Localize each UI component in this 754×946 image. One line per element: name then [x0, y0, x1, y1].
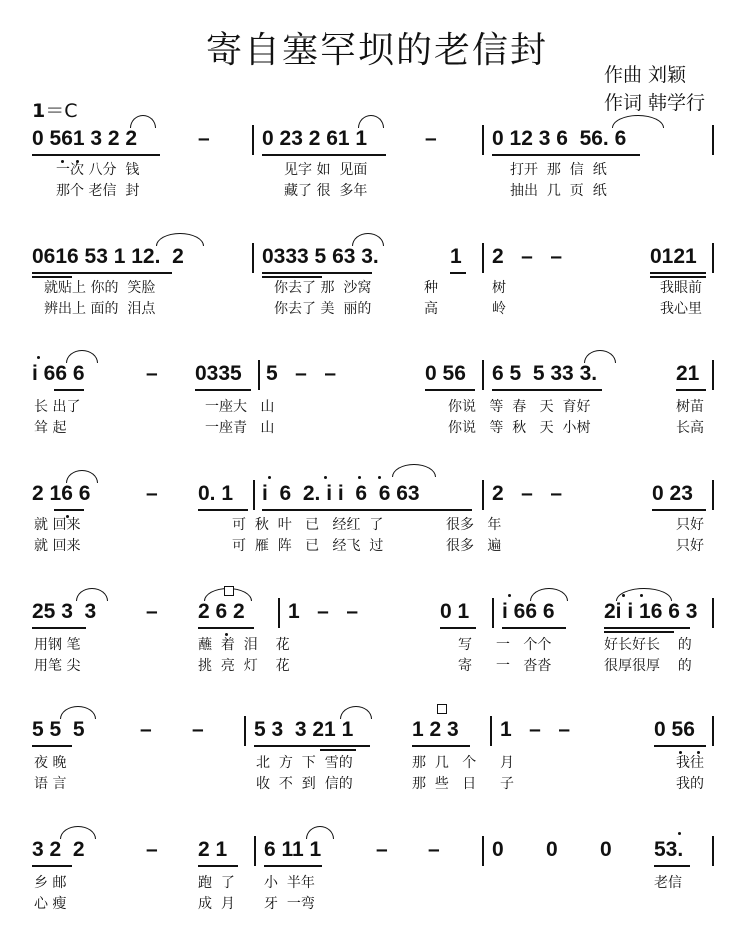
- lyric: 那个 老信 封: [56, 183, 140, 199]
- beam: [254, 745, 370, 747]
- beam: [262, 272, 372, 274]
- lyric: 树苗: [676, 399, 704, 415]
- note-group: i 66 6: [32, 362, 85, 385]
- lyric: 我往: [676, 755, 704, 771]
- tie: [66, 470, 98, 483]
- notation-line: [0, 480, 754, 514]
- beam: [450, 272, 466, 274]
- barline: [253, 480, 255, 510]
- lyrics-verse-2: [0, 774, 754, 794]
- note-group: 2 6 2: [198, 600, 245, 623]
- dash: –: [146, 362, 158, 385]
- lyric: 收 不 到 信的: [256, 776, 353, 792]
- beam: [198, 627, 254, 629]
- lyrics-verse-1: [0, 515, 754, 535]
- dash: –: [198, 127, 210, 150]
- dash: –: [146, 838, 158, 861]
- lyric: 你说 等 春 天 育好: [448, 399, 591, 415]
- lyrics-verse-2: [0, 656, 754, 676]
- lyrics-verse-1: [0, 753, 754, 773]
- lyric: 可 秋 叶 已 经红 了: [232, 517, 384, 533]
- note-group: 0 56: [425, 362, 466, 385]
- beam: [650, 272, 706, 274]
- barline: [712, 836, 714, 866]
- lyric: 跑 了: [198, 875, 235, 891]
- lyric: 心 瘦: [34, 896, 67, 912]
- note-group: 0 56: [654, 718, 695, 741]
- note-group: 1 – –: [500, 718, 571, 741]
- lyric: 种: [424, 280, 438, 296]
- score-system-1: [0, 125, 754, 235]
- lyric: 岭: [492, 301, 506, 317]
- lyric: 那 几 个: [412, 755, 477, 771]
- note-group: 0121: [650, 245, 697, 268]
- lyric: 北 方 下 雪的: [256, 755, 353, 771]
- barline: [482, 243, 484, 273]
- rest: 0: [600, 838, 612, 861]
- lyric: 打开 那 信 纸: [510, 162, 607, 178]
- beam: [54, 509, 84, 511]
- beam: [502, 627, 566, 629]
- lyric: 成 月: [198, 896, 235, 912]
- barline: [482, 125, 484, 155]
- score-system-4: [0, 480, 754, 590]
- score-system-6: [0, 716, 754, 826]
- beam: [492, 154, 640, 156]
- tie: [306, 826, 334, 839]
- lyric: 长 出了: [34, 399, 81, 415]
- lyricist-credit: 作词 韩学行: [604, 92, 706, 114]
- lyric: 见字 如 见面: [284, 162, 368, 178]
- rest: 0: [546, 838, 558, 861]
- dash: –: [376, 838, 388, 861]
- beam: [320, 749, 356, 751]
- lyric: 高: [424, 301, 438, 317]
- lyric: 乡 邮: [34, 875, 67, 891]
- note-group: 0 1: [440, 600, 470, 623]
- note-group: 1 2 3: [412, 718, 459, 741]
- lyric: 语 言: [34, 776, 67, 792]
- lyric: 挑 亮 灯 花: [198, 658, 290, 674]
- barline: [278, 598, 280, 628]
- lyric: 那 些 日: [412, 776, 477, 792]
- lyric: 只好: [676, 517, 704, 533]
- beam: [198, 865, 238, 867]
- octave-dot: [508, 594, 511, 597]
- lyrics-verse-2: [0, 536, 754, 556]
- beam: [32, 745, 72, 747]
- octave-dot: [378, 476, 381, 479]
- lyric: 很厚很厚 的: [604, 658, 692, 674]
- barline: [482, 360, 484, 390]
- beam: [440, 627, 476, 629]
- beam: [32, 865, 72, 867]
- barline: [482, 836, 484, 866]
- note-group: 5 3 3 21 1: [254, 718, 354, 741]
- lyrics-verse-1: [0, 397, 754, 417]
- dash: –: [146, 482, 158, 505]
- lyric: 很多 遍: [446, 538, 502, 554]
- barline: [712, 480, 714, 510]
- notation-line: [0, 598, 754, 632]
- note-group: 2 1: [198, 838, 228, 861]
- notation-line: [0, 716, 754, 750]
- lyric: 夜 晚: [34, 755, 67, 771]
- dash: –: [425, 127, 437, 150]
- lyric: 一 沓沓: [496, 658, 552, 674]
- lyric: 可 雁 阵 已 经飞 过: [232, 538, 384, 554]
- lyric: 我的: [676, 776, 704, 792]
- note-group: 2i i 16 6 3: [604, 600, 698, 623]
- barline: [482, 480, 484, 510]
- key-rest: ＝C: [45, 100, 78, 122]
- note-group: 25 3 3: [32, 600, 97, 623]
- lyrics-verse-2: [0, 418, 754, 438]
- barline: [244, 716, 246, 746]
- barline: [252, 125, 254, 155]
- beam: [676, 389, 706, 391]
- song-title: 寄自塞罕坝的老信封: [205, 30, 548, 71]
- note-group: 1 – –: [288, 600, 359, 623]
- beam: [654, 745, 706, 747]
- rest: 0: [492, 838, 504, 861]
- octave-dot: [268, 476, 271, 479]
- lyric: 你说 等 秋 天 小树: [448, 420, 591, 436]
- barline: [258, 360, 260, 390]
- beam: [262, 154, 386, 156]
- dash: –: [140, 718, 152, 741]
- note-group: 21: [676, 362, 700, 385]
- lyric: 就 回来: [34, 517, 81, 533]
- lyrics-verse-1: [0, 160, 754, 180]
- lyric: 月: [500, 755, 514, 771]
- note-group: 0616 53 1 12. 2: [32, 245, 184, 268]
- score-system-3: [0, 360, 754, 470]
- beam: [604, 631, 674, 633]
- note-group: 1: [450, 245, 462, 268]
- ornament-mark: [224, 586, 234, 596]
- dash: –: [146, 600, 158, 623]
- notation-line: [0, 125, 754, 159]
- beam: [492, 389, 602, 391]
- note-group: 0333 5 63 3.: [262, 245, 379, 268]
- lyrics-verse-2: [0, 299, 754, 319]
- barline: [254, 836, 256, 866]
- note-group: 0 561 3 2 2: [32, 127, 138, 150]
- tie: [612, 115, 664, 128]
- notation-line: [0, 360, 754, 394]
- lyric: 一座大 山: [205, 399, 275, 415]
- note-group: 0 23: [652, 482, 693, 505]
- note-group: 53.: [654, 838, 684, 861]
- note-group: 0. 1: [198, 482, 234, 505]
- lyric: 用笔 尖: [34, 658, 81, 674]
- lyric: 就 回来: [34, 538, 81, 554]
- barline: [712, 243, 714, 273]
- note-group: 0 23 2 61 1: [262, 127, 368, 150]
- beam: [264, 865, 322, 867]
- beam: [604, 627, 690, 629]
- note-group: 3 2 2: [32, 838, 85, 861]
- lyric: 一次 八分 钱: [56, 162, 140, 178]
- lyric: 就贴上 你的 笑脸: [44, 280, 156, 296]
- lyrics-verse-1: [0, 278, 754, 298]
- beam: [32, 627, 86, 629]
- lyric: 只好: [676, 538, 704, 554]
- octave-dot: [358, 476, 361, 479]
- composer-credit: 作曲 刘颖: [604, 64, 687, 86]
- lyric: 抽出 几 页 纸: [510, 183, 607, 199]
- lyric: 子: [500, 776, 514, 792]
- note-group: i 6 2. i i 6 6 63: [262, 482, 420, 505]
- note-group: 2 16 6: [32, 482, 91, 505]
- barline: [712, 125, 714, 155]
- note-group: 5 – –: [266, 362, 337, 385]
- beam: [54, 389, 84, 391]
- note-group: 2 – –: [492, 482, 563, 505]
- lyric: 老信: [654, 875, 682, 891]
- barline: [712, 716, 714, 746]
- lyric: 好长好长 的: [604, 637, 692, 653]
- barline: [490, 716, 492, 746]
- lyrics-verse-1: [0, 873, 754, 893]
- lyric: 你去了 美 丽的: [274, 301, 372, 317]
- octave-dot: [678, 832, 681, 835]
- beam: [652, 509, 706, 511]
- score-system-2: [0, 243, 754, 353]
- lyric: 一座青 山: [205, 420, 275, 436]
- lyric: 蘸 着 泪 花: [198, 637, 290, 653]
- note-group: 6 11 1: [264, 838, 322, 861]
- barline: [712, 598, 714, 628]
- key-signature: [32, 96, 78, 123]
- note-group: 2 – –: [492, 245, 563, 268]
- tie: [60, 826, 96, 839]
- note-group: 0 12 3 6 56. 6: [492, 127, 627, 150]
- octave-dot: [324, 476, 327, 479]
- beam: [198, 509, 248, 511]
- notation-line: [0, 836, 754, 870]
- lyric: 写: [458, 637, 472, 653]
- notation-line: [0, 243, 754, 277]
- beam: [425, 389, 475, 391]
- tie: [358, 115, 384, 128]
- lyrics-verse-2: [0, 181, 754, 201]
- score-system-5: [0, 598, 754, 708]
- lyrics-verse-1: [0, 635, 754, 655]
- barline: [712, 360, 714, 390]
- lyric: 寄: [458, 658, 472, 674]
- beam: [262, 509, 472, 511]
- key-number: 1: [32, 100, 46, 122]
- lyric: 用钢 笔: [34, 637, 81, 653]
- lyric: 我心里: [660, 301, 702, 317]
- octave-dot: [37, 356, 40, 359]
- lyrics-verse-2: [0, 894, 754, 914]
- barline: [492, 598, 494, 628]
- lyric: 树: [492, 280, 506, 296]
- beam: [32, 154, 160, 156]
- beam: [195, 389, 251, 391]
- lyric: 长高: [676, 420, 704, 436]
- note-group: 6 5 5 33 3.: [492, 362, 598, 385]
- beam: [32, 272, 172, 274]
- lyric: 辨出上 面的 泪点: [44, 301, 156, 317]
- lyric: 很多 年: [446, 517, 502, 533]
- note-group: i 66 6: [502, 600, 555, 623]
- lyric: 我眼前: [660, 280, 702, 296]
- ornament-mark: [437, 704, 447, 714]
- score-system-7: [0, 836, 754, 946]
- note-group: 0335: [195, 362, 242, 385]
- lyric: 牙 一弯: [264, 896, 315, 912]
- barline: [252, 243, 254, 273]
- beam: [654, 865, 690, 867]
- lyric: 你去了 那 沙窝: [274, 280, 372, 296]
- lyric: 藏了 很 多年: [284, 183, 368, 199]
- beam: [412, 745, 470, 747]
- note-group: 5 5 5: [32, 718, 85, 741]
- tie: [130, 115, 156, 128]
- dash: –: [192, 718, 204, 741]
- lyric: 一 个个: [496, 637, 552, 653]
- dash: –: [428, 838, 440, 861]
- lyric: 耸 起: [34, 420, 67, 436]
- lyric: 小 半年: [264, 875, 315, 891]
